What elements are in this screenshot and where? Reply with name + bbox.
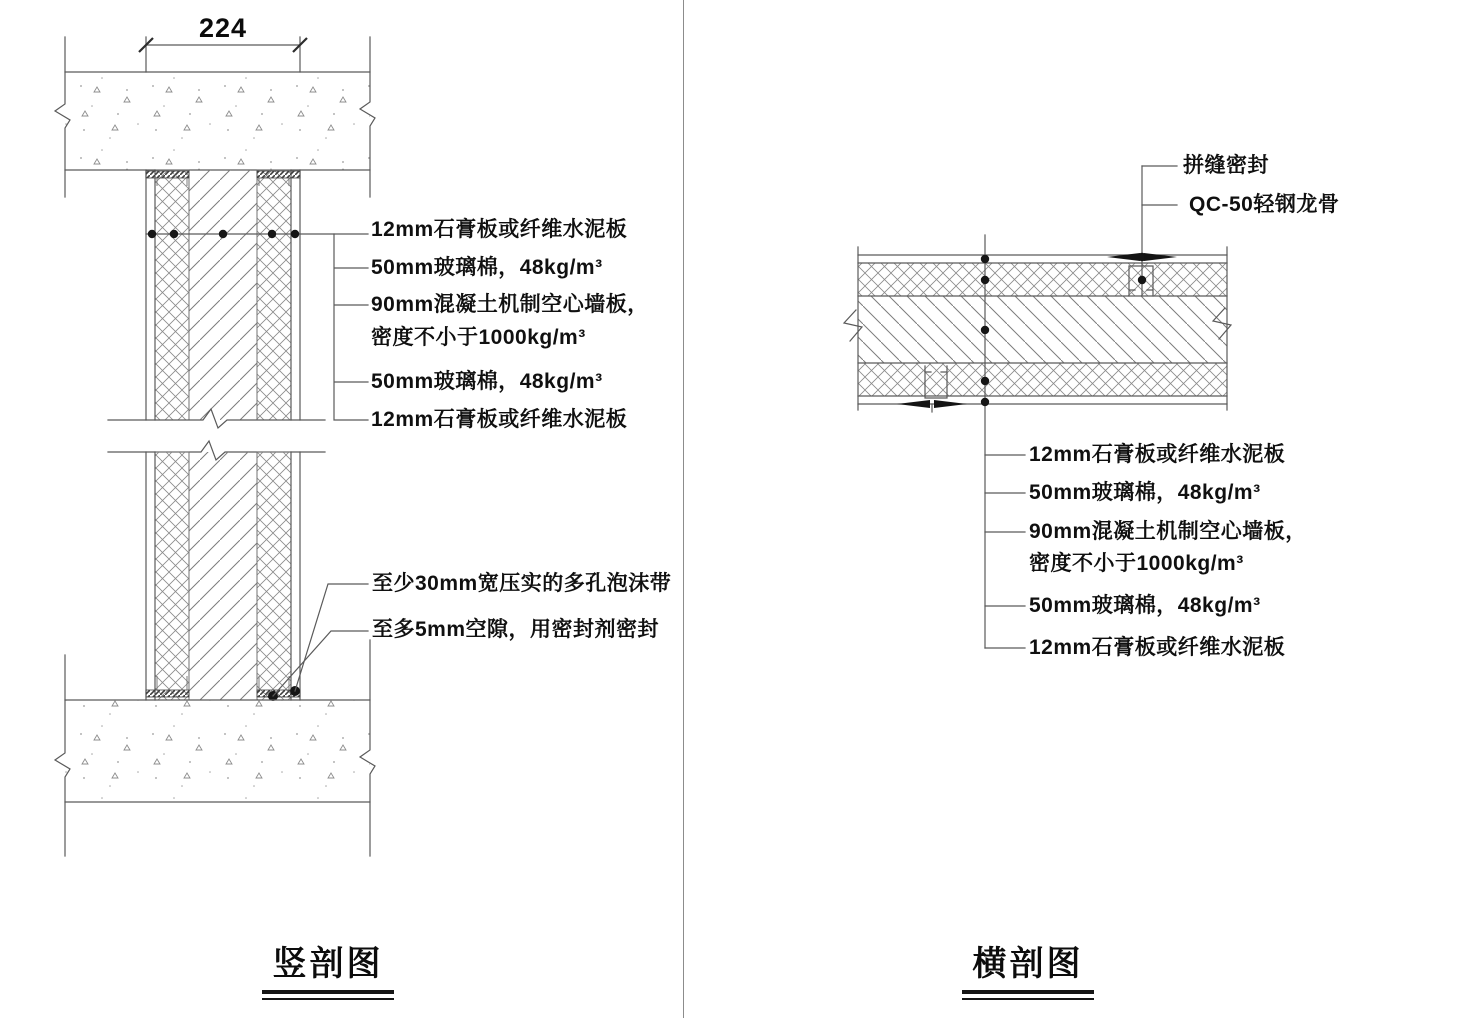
callout-gypsum-bottom-r: 12mm石膏板或纤维水泥板 [1029, 636, 1286, 659]
callout-steel-stud: QC-50轻钢龙骨 [1189, 193, 1340, 216]
callout-glasswool-top-r: 50mm玻璃棉，48kg/m³ [1029, 481, 1261, 504]
callout-gypsum-bottom: 12mm石膏板或纤维水泥板 [371, 408, 628, 431]
callout-glasswool-bottom: 50mm玻璃棉，48kg/m³ [371, 370, 603, 393]
upper-wall-assembly [146, 170, 300, 420]
vertical-section-drawing [0, 0, 683, 1018]
callout-concrete-panel-line1-r: 90mm混凝土机制空心墙板， [1029, 520, 1307, 543]
dimension-label: 224 [198, 13, 248, 43]
right-title-underline-thick [962, 990, 1094, 994]
horizontal-section-drawing [683, 0, 1462, 1018]
callout-gypsum-top-r: 12mm石膏板或纤维水泥板 [1029, 443, 1286, 466]
layer-callout-bracket [334, 234, 368, 420]
joint-sealant-bottom [897, 400, 967, 412]
callout-sealed-gap: 至多5mm空隙，用密封剂密封 [372, 618, 660, 641]
callout-glasswool-bottom-r: 50mm玻璃棉，48kg/m³ [1029, 594, 1261, 617]
callout-glasswool-top: 50mm玻璃棉，48kg/m³ [371, 256, 603, 279]
joint-callout-bracket [1142, 166, 1177, 205]
left-title-underline-thick [262, 990, 394, 994]
callout-gypsum-top: 12mm石膏板或纤维水泥板 [371, 218, 628, 241]
callout-concrete-panel-line1: 90mm混凝土机制空心墙板， [371, 293, 649, 316]
callout-joint-seal: 拼缝密封 [1183, 154, 1269, 177]
left-title-text: 竖剖图 [272, 945, 384, 983]
callout-concrete-panel-line2: 密度不小于1000kg/m³ [371, 326, 586, 349]
right-title [962, 936, 1094, 1000]
left-title-underline-thin [262, 998, 394, 1000]
left-title [262, 936, 394, 1000]
layer-callout-bracket [985, 455, 1025, 648]
panel-divider [683, 0, 684, 1018]
wall-band [858, 247, 1227, 410]
right-title-underline-thin [962, 998, 1094, 1000]
lower-wall-assembly [146, 452, 300, 700]
right-title-text: 横剖图 [972, 945, 1084, 983]
callout-foam-strip: 至少30mm宽压实的多孔泡沫带 [372, 572, 672, 595]
callout-concrete-panel-line2-r: 密度不小于1000kg/m³ [1029, 552, 1244, 575]
